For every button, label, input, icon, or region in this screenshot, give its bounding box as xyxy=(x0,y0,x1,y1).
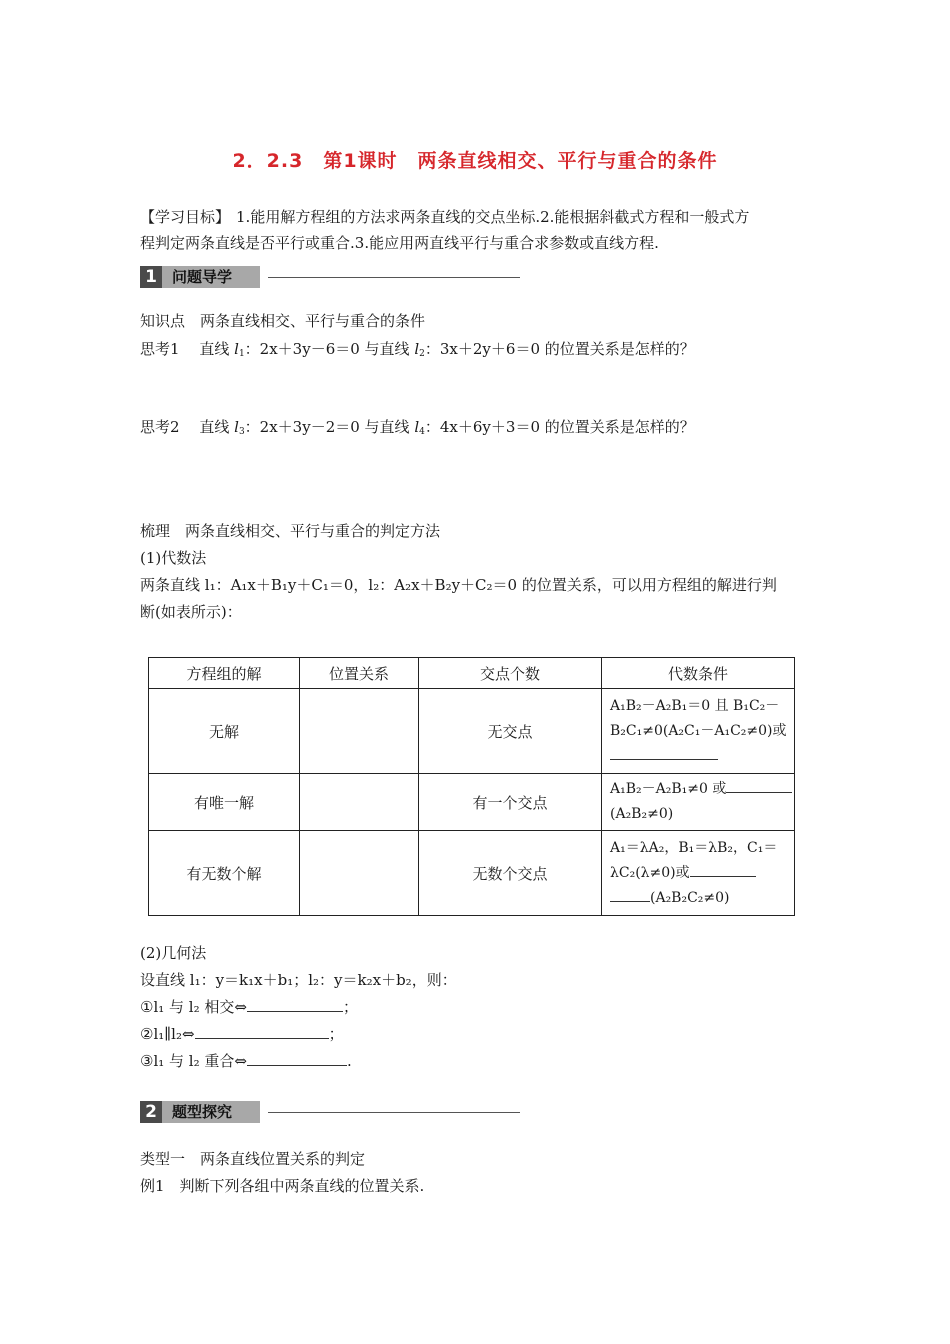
answer-blank[interactable] xyxy=(610,887,650,902)
table-row xyxy=(149,774,795,831)
condition-text: A₁B₂－A₂B₁≠0 或 xyxy=(610,781,727,797)
solution-cell: 有唯一解 xyxy=(149,774,300,831)
condition-line xyxy=(610,886,794,911)
condition-table xyxy=(148,657,795,916)
section-divider xyxy=(268,1112,520,1113)
points-cell: 无数个交点 xyxy=(419,831,602,916)
equation-text: ：3x＋2y＋6＝0 的位置关系是怎样的？ xyxy=(424,340,695,358)
algebra-text-2: 断(如表所示)： xyxy=(140,603,242,621)
equation-text: ：2x＋3y－6＝0 与直线 xyxy=(244,340,410,358)
algebra-heading: (1)代数法 xyxy=(140,549,207,567)
condition-line xyxy=(610,744,794,769)
line-symbol: l xyxy=(234,340,239,358)
think-question-1 xyxy=(140,336,695,367)
answer-blank[interactable] xyxy=(726,778,792,793)
geometry-heading: (2)几何法 xyxy=(140,944,207,962)
condition-cell xyxy=(602,689,795,774)
subscript: 1 xyxy=(238,349,245,359)
line-symbol: l xyxy=(234,418,239,436)
think-question-2 xyxy=(140,414,695,445)
line-symbol: l xyxy=(414,418,420,436)
section-number: 2 xyxy=(140,1101,162,1123)
geometry-item-3 xyxy=(140,1048,352,1074)
answer-blank[interactable] xyxy=(247,1051,347,1066)
line-symbol: l xyxy=(414,340,420,358)
think-label: 思考1 xyxy=(140,340,180,358)
section-header-1 xyxy=(140,266,520,288)
condition-line xyxy=(610,777,794,802)
condition-cell xyxy=(602,774,795,831)
knowledge-point: 知识点 两条直线相交、平行与重合的条件 xyxy=(140,312,426,330)
table-header-cell: 方程组的解 xyxy=(149,658,300,689)
relation-cell xyxy=(300,774,419,831)
section-header-2 xyxy=(140,1101,520,1123)
section-divider xyxy=(268,277,520,278)
condition-line: B₂C₁≠0(A₂C₁－A₁C₂≠0)或 xyxy=(610,722,787,739)
relation-cell xyxy=(300,689,419,774)
solution-cell: 无解 xyxy=(149,689,300,774)
geometry-item-text: ①l₁ 与 l₂ 相交⇔ xyxy=(140,998,247,1016)
summary-heading: 梳理 两条直线相交、平行与重合的判定方法 xyxy=(140,522,441,540)
answer-blank[interactable] xyxy=(610,745,718,760)
answer-blank[interactable] xyxy=(247,997,343,1012)
type-heading: 类型一 两条直线位置关系的判定 xyxy=(140,1150,366,1168)
condition-text: (A₂B₂C₂≠0) xyxy=(650,889,730,906)
subscript: 3 xyxy=(238,427,245,437)
condition-cell xyxy=(602,831,795,916)
equation-text: ：2x＋3y－2＝0 与直线 xyxy=(244,418,410,436)
geometry-item-end: ； xyxy=(342,998,358,1016)
think-label: 思考2 xyxy=(140,418,180,436)
objectives-label: 【学习目标】 xyxy=(140,208,231,226)
table-row xyxy=(149,689,795,774)
table-header-cell: 交点个数 xyxy=(419,658,602,689)
geometry-item-2 xyxy=(140,1021,344,1047)
objectives-line2: 程判定两条直线是否平行或重合.3.能应用两直线平行与重合求参数或直线方程. xyxy=(140,234,659,252)
table-header-row xyxy=(149,658,795,689)
section-label: 题型探究 xyxy=(162,1101,260,1123)
algebra-text-1: 两条直线 l₁：A₁x＋B₁y＋C₁＝0，l₂：A₂x＋B₂y＋C₂＝0 的位置关系，可以用方程组的解进行判 xyxy=(140,576,777,594)
section-number: 1 xyxy=(140,266,162,288)
points-cell: 无交点 xyxy=(419,689,602,774)
think-text: 直线 xyxy=(199,340,230,358)
condition-line: A₁＝λA₂，B₁＝λB₂，C₁＝ xyxy=(610,839,778,856)
condition-text: λC₂(λ≠0)或 xyxy=(610,864,690,881)
points-cell: 有一个交点 xyxy=(419,774,602,831)
geometry-setup: 设直线 l₁：y＝k₁x＋b₁；l₂：y＝k₂x＋b₂，则： xyxy=(140,971,457,989)
table-header-cell: 位置关系 xyxy=(300,658,419,689)
table-row xyxy=(149,831,795,916)
objectives-line1 xyxy=(140,204,749,230)
geometry-item-text: ②l₁∥l₂⇔ xyxy=(140,1025,195,1043)
example-1: 例1 判断下列各组中两条直线的位置关系. xyxy=(140,1177,425,1195)
table-header-cell: 代数条件 xyxy=(602,658,795,689)
relation-cell xyxy=(300,831,419,916)
solution-cell: 有无数个解 xyxy=(149,831,300,916)
answer-blank[interactable] xyxy=(195,1024,329,1039)
condition-line xyxy=(610,861,794,886)
objectives-text1: 1.能用解方程组的方法求两条直线的交点坐标.2.能根据斜截式方程和一般式方 xyxy=(236,208,750,226)
geometry-item-end: . xyxy=(346,1052,352,1070)
condition-line: (A₂B₂≠0) xyxy=(610,806,674,822)
condition-line: A₁B₂－A₂B₁＝0 且 B₁C₂－ xyxy=(610,697,780,714)
equation-text: ：4x＋6y＋3＝0 的位置关系是怎样的？ xyxy=(424,418,695,436)
section-label: 问题导学 xyxy=(162,266,260,288)
geometry-item-1 xyxy=(140,994,358,1020)
page-title: 2．2.3 第1课时 两条直线相交、平行与重合的条件 xyxy=(232,150,718,172)
answer-blank[interactable] xyxy=(690,862,756,877)
subscript: 2 xyxy=(419,349,425,359)
geometry-item-text: ③l₁ 与 l₂ 重合⇔ xyxy=(140,1052,247,1070)
subscript: 4 xyxy=(419,427,425,437)
geometry-item-end: ； xyxy=(328,1025,344,1043)
think-text: 直线 xyxy=(199,418,230,436)
